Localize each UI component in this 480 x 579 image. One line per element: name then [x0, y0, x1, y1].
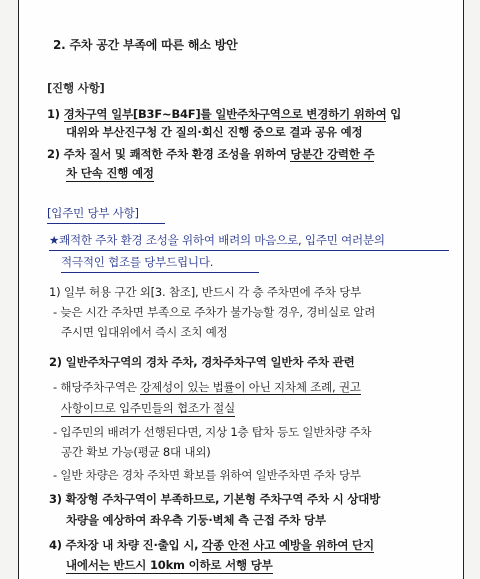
request-item-1	[49, 284, 361, 300]
star-underline-1	[49, 250, 449, 251]
progress-item-2-start: 주차 질서 및 쾌적한 주차 환경 조성을 위하여	[63, 147, 287, 161]
progress-item-2-underlined: 당분간 강력한 주	[290, 147, 375, 161]
item-number: 1)	[47, 107, 60, 121]
sub-1-start: - 해당주차구역은	[53, 380, 141, 394]
heading-underline	[47, 223, 165, 224]
request-item-2	[49, 354, 354, 370]
sub-1-underlined: 강제성이 있는 법률이 아닌 지차체 조례, 권고	[140, 380, 361, 394]
request-item-4	[49, 537, 374, 553]
request-item-2-sub-3: - 일반 차량은 경차 주차면 확보를 위하여 일반주차면 주차 당부	[53, 468, 361, 482]
item-number: 2)	[49, 355, 62, 369]
request-item-3-text: 확장형 주차구역이 부족하므로, 기본형 주차구역 주차 시 상대방	[65, 492, 381, 506]
item-number: 1)	[49, 285, 61, 299]
request-heading: [입주민 당부 사항]	[47, 206, 139, 220]
request-item-1-sub-2: 주시면 입대위에서 즉시 조치 예정	[61, 325, 228, 339]
request-star-line-2: 적극적인 협조를 당부드립니다.	[61, 255, 214, 269]
item-number: 4)	[49, 538, 62, 552]
progress-item-2-line2: 차 단속 진행 예정	[66, 166, 154, 180]
request-star-line-1: ★쾌적한 주차 환경 조성을 위하여 배려의 마음으로, 입주민 여러분의	[49, 233, 385, 247]
notice-sheet	[18, 0, 464, 579]
request-item-2-sub-2-line2: 공간 확보 가능(평균 8대 내외)	[61, 445, 211, 459]
progress-item-1-underlined: 경차구역 일부[B3F~B4F]를 일반주차구역으로 변경하기 위하여	[63, 107, 387, 121]
progress-item-2	[47, 146, 374, 162]
progress-item-1	[47, 106, 401, 122]
progress-heading: [진행 사항]	[47, 81, 105, 95]
request-item-2-sub-1	[53, 379, 361, 395]
request-item-1-sub-1: - 늦은 시간 주차면 부족으로 주차가 불가능할 경우, 경비실로 알려	[53, 305, 376, 319]
request-item-3	[49, 491, 380, 507]
request-item-4-line2: 내에서는 반드시 10km 이하로 서행 당부	[66, 558, 273, 572]
request-item-2-sub-2: - 입주민의 배려가 선행된다면, 지상 1층 탑차 등도 일반차량 주차	[53, 425, 372, 439]
request-item-3-line2: 차량을 예상하여 좌우측 기둥·벽체 측 근접 주차 당부	[66, 513, 326, 527]
star-underline-2	[61, 272, 259, 273]
progress-item-1-end: 입	[390, 107, 402, 121]
section-title: 2. 주차 공간 부족에 따른 해소 방안	[53, 38, 238, 52]
request-item-4-underlined: 각종 안전 사고 예방을 위하여 단지	[202, 538, 374, 552]
request-item-1-text: 일부 허용 구간 외[3. 참조], 반드시 각 층 주차면에 주차 당부	[63, 285, 362, 299]
request-item-4-start: 주차장 내 차량 진·출입 시,	[65, 538, 203, 552]
item-number: 2)	[47, 147, 60, 161]
request-item-2-sub-1-line2: 사항이므로 입주민들의 협조가 절실	[61, 401, 235, 415]
progress-item-1-line2: 대위와 부산진구청 간 질의·회신 진행 중으로 결과 공유 예정	[66, 125, 363, 139]
request-item-2-text: 일반주차구역의 경차 주차, 경차주차구역 일반차 주차 관련	[65, 355, 355, 369]
item-number: 3)	[49, 492, 62, 506]
